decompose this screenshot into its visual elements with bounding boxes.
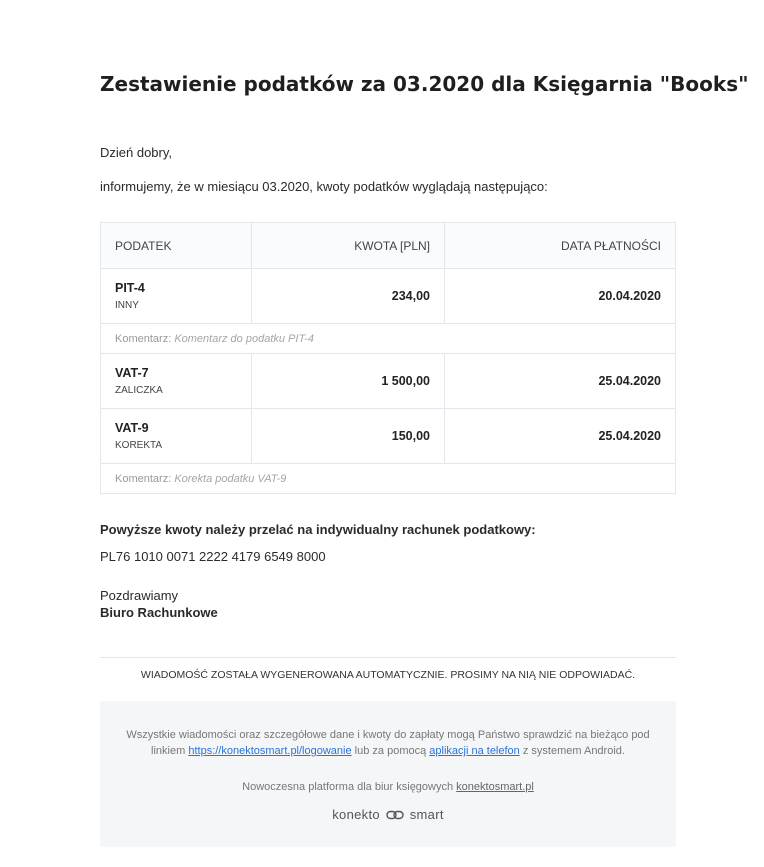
- tax-name: VAT-9: [115, 421, 149, 435]
- account-number: PL76 1010 0071 2222 4179 6549 8000: [100, 549, 326, 564]
- comment-label: Komentarz:: [115, 332, 172, 345]
- tax-date: 20.04.2020: [445, 269, 676, 324]
- footer-text-middle: lub za pomocą: [354, 745, 427, 757]
- comment-row: [101, 324, 676, 354]
- tax-cell: [101, 409, 252, 464]
- comment-label: Komentarz:: [115, 472, 172, 485]
- app-link[interactable]: aplikacji na telefon: [429, 745, 520, 757]
- footer-info: [110, 727, 666, 759]
- tax-date: 25.04.2020: [445, 354, 676, 409]
- email-title: Zestawienie podatków za 03.2020 dla Księgarnia "Books": [100, 72, 749, 96]
- signature: Biuro Rachunkowe: [100, 605, 218, 620]
- footer: [100, 701, 676, 847]
- comment-text: Korekta podatku VAT-9: [174, 472, 287, 485]
- header-tax: PODATEK: [101, 223, 252, 269]
- auto-notice: WIADOMOŚĆ ZOSTAŁA WYGENEROWANA AUTOMATYCZNIE. PROSIMY NA NIĄ NIE ODPOWIADAĆ.: [140, 669, 636, 681]
- intro-text: informujemy, że w miesiącu 03.2020, kwoty podatków wyglądają następująco:: [100, 179, 548, 194]
- comment-cell: [101, 464, 676, 494]
- link-icon: [386, 808, 404, 823]
- tax-date: 25.04.2020: [445, 409, 676, 464]
- table-row: [101, 409, 676, 464]
- footer-platform: [100, 781, 676, 793]
- tax-amount: 150,00: [252, 409, 445, 464]
- payment-instruction: Powyższe kwoty należy przelać na indywidualny rachunek podatkowy:: [100, 522, 536, 537]
- tax-type: INNY: [115, 300, 139, 311]
- table-row: [101, 354, 676, 409]
- tax-amount: 234,00: [252, 269, 445, 324]
- footer-text-after: z systemem Android.: [522, 745, 625, 757]
- header-amount: KWOTA [PLN]: [252, 223, 445, 269]
- tax-table: [100, 222, 676, 494]
- tax-cell: [101, 354, 252, 409]
- tax-cell: [101, 269, 252, 324]
- greeting: Dzień dobry,: [100, 145, 173, 160]
- table-row: [101, 269, 676, 324]
- divider: [100, 657, 676, 658]
- tax-name: PIT-4: [115, 281, 145, 295]
- tax-type: ZALICZKA: [115, 385, 163, 396]
- tax-amount: 1 500,00: [252, 354, 445, 409]
- table-header-row: [101, 223, 676, 269]
- tax-name: VAT-7: [115, 366, 149, 380]
- comment-row: [101, 464, 676, 494]
- header-date: DATA PŁATNOŚCI: [445, 223, 676, 269]
- platform-link[interactable]: konektosmart.pl: [456, 781, 534, 793]
- footer-text-before: Wszystkie wiadomości oraz szczegółowe dane i kwoty do zapłaty mogą Państwo sprawdzić na bieżąco pod linkiem: [126, 729, 650, 757]
- tax-type: KOREKTA: [115, 440, 163, 451]
- comment-text: Komentarz do podatku PIT-4: [174, 332, 314, 345]
- regards-text: Pozdrawiamy: [100, 588, 179, 603]
- logo-text-right: smart: [409, 807, 444, 822]
- konekto-logo: [100, 807, 676, 823]
- logo-text-left: konekto: [332, 807, 380, 822]
- platform-text: Nowoczesna platforma dla biur księgowych: [242, 781, 454, 793]
- login-link[interactable]: https://konektosmart.pl/logowanie: [188, 745, 352, 757]
- comment-cell: [101, 324, 676, 354]
